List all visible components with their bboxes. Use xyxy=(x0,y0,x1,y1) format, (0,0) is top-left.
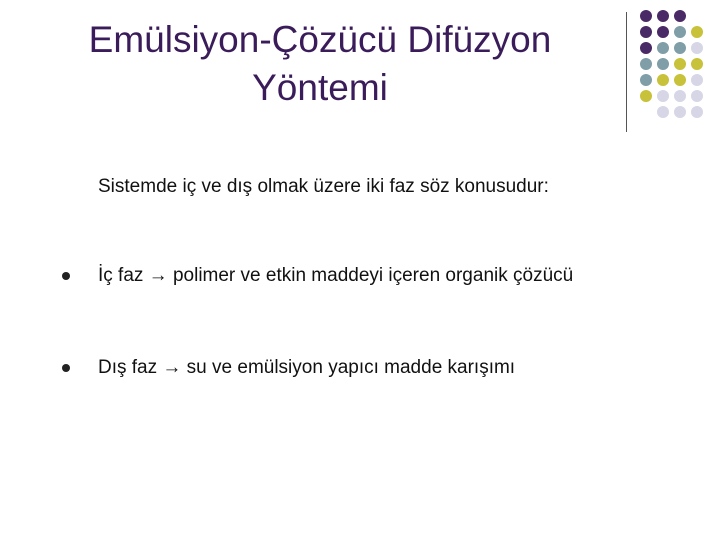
decorative-dot xyxy=(657,42,669,54)
decorative-dot xyxy=(674,90,686,102)
decorative-dot xyxy=(657,106,669,118)
decorative-dot xyxy=(674,74,686,86)
divider-line xyxy=(626,12,627,132)
bullet-icon xyxy=(62,272,70,280)
bullet-text: Dış faz → su ve emülsiyon yapıcı madde karışımı xyxy=(98,357,516,378)
slide-title: Emülsiyon-Çözücü Difüzyon Yöntemi xyxy=(88,19,552,108)
decorative-dot xyxy=(640,90,652,102)
decorative-dot xyxy=(657,10,669,22)
decorative-dot xyxy=(640,10,652,22)
decorative-dot xyxy=(640,58,652,70)
decorative-dot xyxy=(691,42,703,54)
decorative-dot xyxy=(674,10,686,22)
decorative-dot xyxy=(640,42,652,54)
decorative-dot xyxy=(640,74,652,86)
decorative-dot xyxy=(691,58,703,70)
decorative-dot xyxy=(691,74,703,86)
bullet-icon xyxy=(62,364,70,372)
decorative-dot xyxy=(657,90,669,102)
decorative-dot xyxy=(657,26,669,38)
decorative-dot xyxy=(691,90,703,102)
decorative-dot xyxy=(691,26,703,38)
decorative-dot xyxy=(674,26,686,38)
bullet-text: İç faz → polimer ve etkin maddeyi içeren organik çözücü xyxy=(98,265,574,286)
decorative-dot xyxy=(691,106,703,118)
decorative-dot xyxy=(674,58,686,70)
decorative-dot xyxy=(657,58,669,70)
decorative-dot xyxy=(674,106,686,118)
decorative-dot xyxy=(657,74,669,86)
decorative-dot xyxy=(640,26,652,38)
intro-text: Sistemde iç ve dış olmak üzere iki faz söz konusudur: xyxy=(98,176,549,197)
decorative-dot xyxy=(674,42,686,54)
